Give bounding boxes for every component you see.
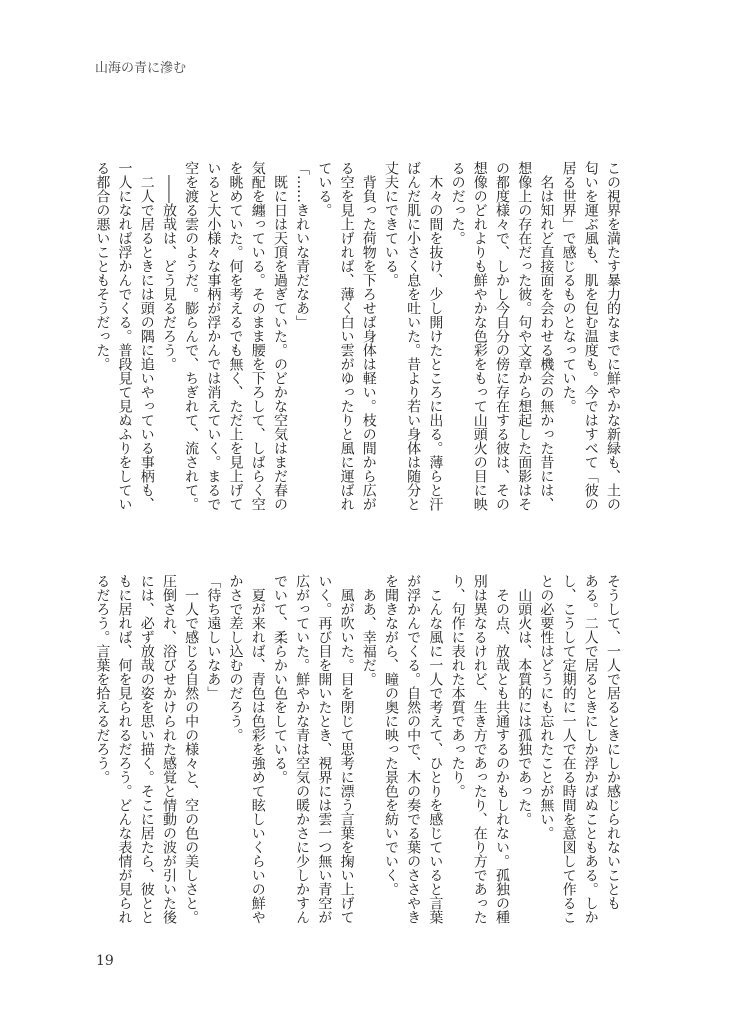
text-column: 山頭火は、本質的には孤独であった。 — [516, 574, 533, 826]
text-column: との必要性はどうにも忘れたことが無い。 — [538, 574, 555, 840]
text-column: が浮かんでくる。自然の中で、木の奏でる葉のささやき — [405, 574, 422, 924]
text-column: ている。 — [316, 161, 333, 217]
text-column: 二人で居るときには頭の隅に追いやっている事柄も、 — [138, 161, 155, 511]
text-column: ばんだ肌に小さく息を吐いた。昔より若い身体は随分と — [405, 161, 422, 511]
text-column: 別は異なるけれど、生き方であったり、在り方であった — [471, 574, 488, 924]
text-column: かさで差し込むのだろう。 — [227, 574, 244, 742]
text-column: ある。二人で居るときにしか浮かばぬこともある。しか — [582, 574, 599, 924]
text-column: 一人で感じる自然の中の様々と、空の色の美しさと。 — [183, 574, 200, 924]
text-column: ああ、幸福だ。 — [360, 574, 377, 686]
text-column: 名は知れど直接面を会わせる機会の無かった昔には、 — [538, 161, 555, 511]
text-column: 木々の間を抜け、少し開けたところに出る。薄らと汗 — [427, 161, 444, 511]
body-text-upper — [90, 161, 624, 511]
text-column: の都度様々で、しかし今自分の傍に存在する彼は、その — [493, 161, 510, 511]
text-column: る都合の悪いこともそうだった。 — [94, 161, 111, 371]
page-number: 19 — [96, 953, 114, 969]
running-title: 山海の青に滲む — [95, 61, 187, 76]
text-column: り、句作に表れた本質であったり。 — [449, 574, 466, 798]
text-column: その点、放哉とも共通するのかもしれない。孤独の種 — [493, 574, 510, 924]
text-column: るだろう。言葉を拾えるだろう。 — [94, 574, 111, 784]
text-column: でいて、柔らかい色をしている。 — [271, 574, 288, 784]
text-column: そうして、一人で居るときにしか感じられないことも — [605, 574, 621, 910]
text-column: いく。再び目を開いたとき、視界には雲一つ無い青空が — [316, 574, 333, 924]
text-column: るのだった。 — [449, 161, 466, 245]
body-text-lower — [90, 574, 624, 924]
text-column: この視界を満たす暴力的なまでに鮮やかな新緑も、土の — [605, 161, 621, 511]
text-column: には、必ず放哉の姿を思い描く。そこに居たら、彼とと — [138, 574, 155, 924]
text-column: 居る世界」で感じるものとなっていた。 — [560, 161, 577, 413]
text-column: 気配を纏っている。そのまま腰を下ろして、しばらく空 — [249, 161, 266, 511]
text-column: 夏が来れば、青色は色彩を強めて眩しいくらいの鮮や — [249, 574, 266, 924]
text-column: し、こうして定期的に一人で在る時間を意図して作るこ — [560, 574, 577, 924]
text-column: 想像のどれよりも鮮やかな色彩をもって山頭火の目に映 — [471, 161, 488, 511]
text-column: 圧倒され、浴びせかけられた感覚と情動の波が引いた後 — [160, 574, 177, 924]
text-column: 風が吹いた。目を閉じて思考に漂う言葉を掬い上げて — [338, 574, 355, 924]
text-column: 空を渡る雲のようだ。膨らんで、ちぎれて、流されて。 — [183, 161, 200, 511]
text-column: 「待ち遠しいなあ」 — [205, 574, 222, 700]
text-column: こんな風に一人で考えて、ひとりを感じていると言葉 — [427, 574, 444, 924]
text-column: ――放哉は、どう見るだろう。 — [160, 161, 177, 371]
text-column: る空を見上げれば、薄く白い雲がゆったりと風に運ばれ — [338, 161, 355, 511]
text-column: 「……きれいな青だなあ」 — [294, 161, 311, 329]
text-column: 丈夫にできている。 — [382, 161, 399, 287]
text-column: 広がっていた。鮮やかな青は空気の暖かさに少しかすん — [294, 574, 311, 924]
text-column: 匂いを運ぶ風も、肌を包む温度も。今ではすべて「彼の — [582, 161, 599, 511]
text-column: いると大小様々な事柄が浮かんでは消えていく。まるで — [205, 161, 222, 511]
text-column: を聞きながら、瞳の奥に映った景色を紡いでいく。 — [382, 574, 399, 896]
text-column: 一人になれば浮かんでくる。普段見て見ぬふりをしてい — [116, 161, 133, 511]
text-column: 想像上の存在だった彼。句や文章から想起した面影はそ — [516, 161, 533, 511]
text-column: もに居れば、何を見られるだろう。どんな表情が見られ — [116, 574, 133, 924]
text-column: を眺めていた。何を考えるでも無く、ただ上を見上げて — [227, 161, 244, 511]
text-column: 背負った荷物を下ろせば身体は軽い。枝の間から広が — [360, 161, 377, 511]
text-column: 既に日は天頂を過ぎていた。のどかな空気はまだ春の — [271, 161, 288, 511]
